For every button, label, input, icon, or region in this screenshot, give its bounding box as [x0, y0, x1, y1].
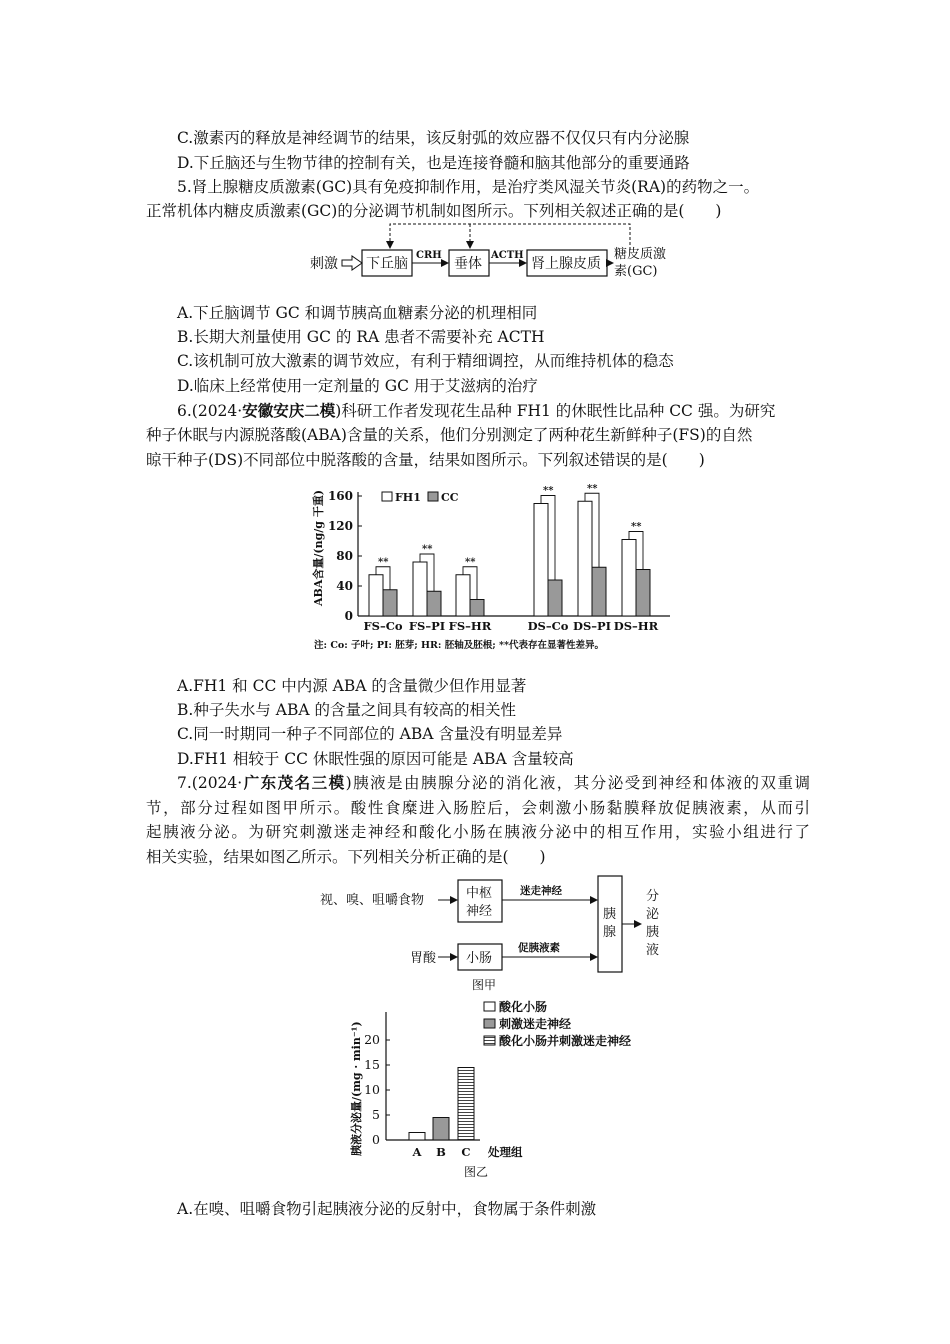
pan-bar [433, 1118, 449, 1141]
aba-bar-cc [548, 580, 562, 616]
gc-regulation-diagram [300, 218, 700, 286]
aba-category-label: DS–Co [527, 619, 569, 633]
legend-label-both: 酸化小肠并刺激迷走神经 [499, 1034, 632, 1048]
aba-bar-fh1 [413, 562, 427, 616]
q7-stem-line4: 相关实验，结果如图乙所示。下列相关分析正确的是( ) [146, 848, 546, 866]
gc-label-2: 素(GC) [614, 264, 658, 279]
aba-ytick-label: 160 [327, 489, 353, 503]
secrete-label-2: 泌 [646, 907, 660, 922]
hollow-arrow-icon [342, 256, 362, 270]
legend-label-vagus: 刺激迷走神经 [499, 1017, 572, 1031]
q5-option-a: A.下丘脑调节 GC 和调节胰高血糖素分泌的机理相同 [177, 304, 538, 322]
gastric-acid-label: 胃酸 [410, 951, 437, 966]
aba-significance-label: ** [422, 544, 433, 555]
legend-swatch-both [484, 1036, 495, 1045]
center-label-1: 中枢 [466, 886, 493, 901]
pan-ytick-label: 20 [364, 1032, 380, 1047]
aba-note: 注: Co: 子叶; PI: 胚芽; HR: 胚轴及胚根; **代表存在显著性差异。 [314, 640, 604, 651]
q6-option-d: D.FH1 相较于 CC 休眠性强的原因可能是 ABA 含量较高 [177, 750, 574, 768]
secrete-label-3: 胰 [646, 925, 660, 940]
pan-bar [458, 1068, 474, 1141]
pan-ytick-label: 10 [364, 1082, 380, 1097]
aba-significance-label: ** [465, 556, 476, 568]
hypothalamus-label: 下丘脑 [366, 256, 408, 272]
pan-bar [409, 1133, 425, 1141]
legend-swatch-fh1 [382, 492, 392, 501]
stimulus-label: 刺激 [310, 256, 338, 272]
aba-significance-label: ** [587, 483, 598, 495]
legend-swatch-cc [428, 492, 438, 501]
adrenal-cortex-label: 肾上腺皮质 [531, 256, 601, 272]
pan-category-label: B [436, 1145, 446, 1159]
pancreas-regulation-diagram [318, 872, 678, 994]
q5-stem-line1: 5.肾上腺糖皮质激素(GC)具有免疫抑制作用，是治疗类风湿关节炎(RA)的药物之一。 [177, 178, 760, 196]
q5-option-c: C.该机制可放大激素的调节效应，有利于精细调控，从而维持机体的稳态 [177, 352, 674, 370]
aba-bar-fh1 [534, 504, 548, 617]
legend-label-acid: 酸化小肠 [499, 1000, 548, 1014]
pancreas-label-1: 胰 [603, 907, 617, 922]
feedback-line-hypothalamus [390, 224, 630, 250]
aba-category-label: FS–PI [408, 619, 446, 633]
q6-stem-line3: 晾干种子(DS)不同部位中脱落酸的含量，结果如图所示。下列叙述错误的是( ) [146, 451, 705, 469]
aba-ytick-label: 80 [336, 549, 353, 563]
q5-option-d: D.临床上经常使用一定剂量的 GC 用于艾滋病的治疗 [177, 377, 538, 395]
aba-significance-label: ** [378, 556, 389, 568]
secretin-label: 促胰液素 [518, 942, 560, 954]
aba-ytick-label: 40 [336, 579, 353, 593]
q6-option-b: B.种子失水与 ABA 的含量之间具有较高的相关性 [177, 701, 516, 719]
aba-bar-fh1 [622, 540, 636, 617]
center-label-2: 神经 [466, 904, 493, 919]
aba-ylabel: ABA含量/(ng/g 干重) [312, 489, 325, 606]
pancreatic-juice-chart [340, 994, 680, 1180]
pituitary-label: 垂体 [454, 256, 482, 272]
q4-option-c: C.激素丙的释放是神经调节的结果，该反射弧的效应器不仅仅只有内分泌腺 [177, 129, 690, 147]
aba-ytick-label: 0 [344, 609, 353, 623]
aba-bar-fh1 [456, 575, 470, 616]
pan-xlabel: 处理组 [488, 1145, 523, 1159]
gc-label-1: 糖皮质激 [614, 247, 667, 262]
legend-label-fh1: FH1 [395, 491, 421, 504]
pan-ylabel: 胰液分泌量/(mg · min⁻¹) [350, 1021, 363, 1156]
aba-category-label: FS–Co [363, 619, 403, 633]
secrete-label-1: 分 [646, 889, 660, 904]
q5-option-b: B.长期大剂量使用 GC 的 RA 患者不需要补充 ACTH [177, 328, 545, 346]
aba-category-label: DS–PI [572, 619, 612, 633]
intestine-label: 小肠 [466, 951, 493, 966]
legend-swatch-vagus [484, 1019, 495, 1028]
pan-ytick-label: 0 [372, 1132, 380, 1147]
aba-significance-label: ** [543, 485, 554, 497]
aba-bar-cc [427, 591, 441, 616]
fig-jia-caption: 图甲 [472, 978, 497, 992]
aba-significance-label: ** [631, 521, 642, 533]
q7-stem-line3: 起胰液分泌。为研究刺激迷走神经和酸化小肠在胰液分泌中的相互作用，实验小组进行了 [146, 823, 810, 841]
q5-stem-line2: 正常机体内糖皮质激素(GC)的分泌调节机制如图所示。下列相关叙述正确的是( ) [146, 202, 722, 220]
aba-bar-fh1 [369, 575, 383, 616]
q6-stem-line2: 种子休眠与内源脱落酸(ABA)含量的关系，他们分别测定了两种花生新鲜种子(FS)的自然 [146, 426, 753, 444]
q7-stem-line1: 7.(2024·广东茂名三模)胰液是由胰腺分泌的消化液，其分泌受到神经和体液的双重调 [177, 773, 810, 792]
food-stimulus-label: 视、嗅、咀嚼食物 [320, 893, 425, 908]
pan-category-label: A [412, 1145, 422, 1159]
aba-bar-cc [592, 567, 606, 616]
aba-bar-chart [300, 478, 690, 656]
pancreas-box [598, 876, 622, 972]
aba-bar-cc [470, 600, 484, 617]
q7-option-a: A.在嗅、咀嚼食物引起胰液分泌的反射中，食物属于条件刺激 [177, 1200, 597, 1218]
q7-stem-line2: 节，部分过程如图甲所示。酸性食糜进入肠腔后，会刺激小肠黏膜释放促胰液素，从而引 [146, 799, 810, 817]
secrete-label-4: 液 [646, 943, 660, 958]
aba-ytick-label: 120 [327, 519, 353, 533]
aba-bar-fh1 [578, 501, 592, 616]
acth-label: ACTH [491, 250, 524, 261]
q6-stem-line1: 6.(2024·安徽安庆二模)科研工作者发现花生品种 FH1 的休眠性比品种 CC 强。为研究 [177, 401, 776, 420]
q6-option-c: C.同一时期同一种子不同部位的 ABA 含量没有明显差异 [177, 725, 563, 743]
fig-yi-caption: 图乙 [464, 1165, 489, 1179]
aba-category-label: FS–HR [448, 619, 492, 633]
q4-option-d: D.下丘脑还与生物节律的控制有关，也是连接脊髓和脑其他部分的重要通路 [177, 154, 690, 172]
aba-bar-cc [636, 570, 650, 617]
pancreas-label-2: 腺 [603, 925, 617, 940]
pan-ytick-label: 15 [364, 1057, 380, 1072]
pan-ytick-label: 5 [372, 1107, 380, 1122]
legend-label-cc: CC [441, 491, 459, 504]
aba-bar-cc [383, 590, 397, 616]
legend-swatch-acid [484, 1002, 495, 1011]
aba-category-label: DS–HR [613, 619, 659, 633]
q6-option-a: A.FH1 和 CC 中内源 ABA 的含量微少但作用显著 [177, 677, 527, 695]
vagus-label: 迷走神经 [520, 885, 562, 897]
crh-label: CRH [416, 250, 442, 261]
pan-category-label: C [461, 1145, 471, 1159]
